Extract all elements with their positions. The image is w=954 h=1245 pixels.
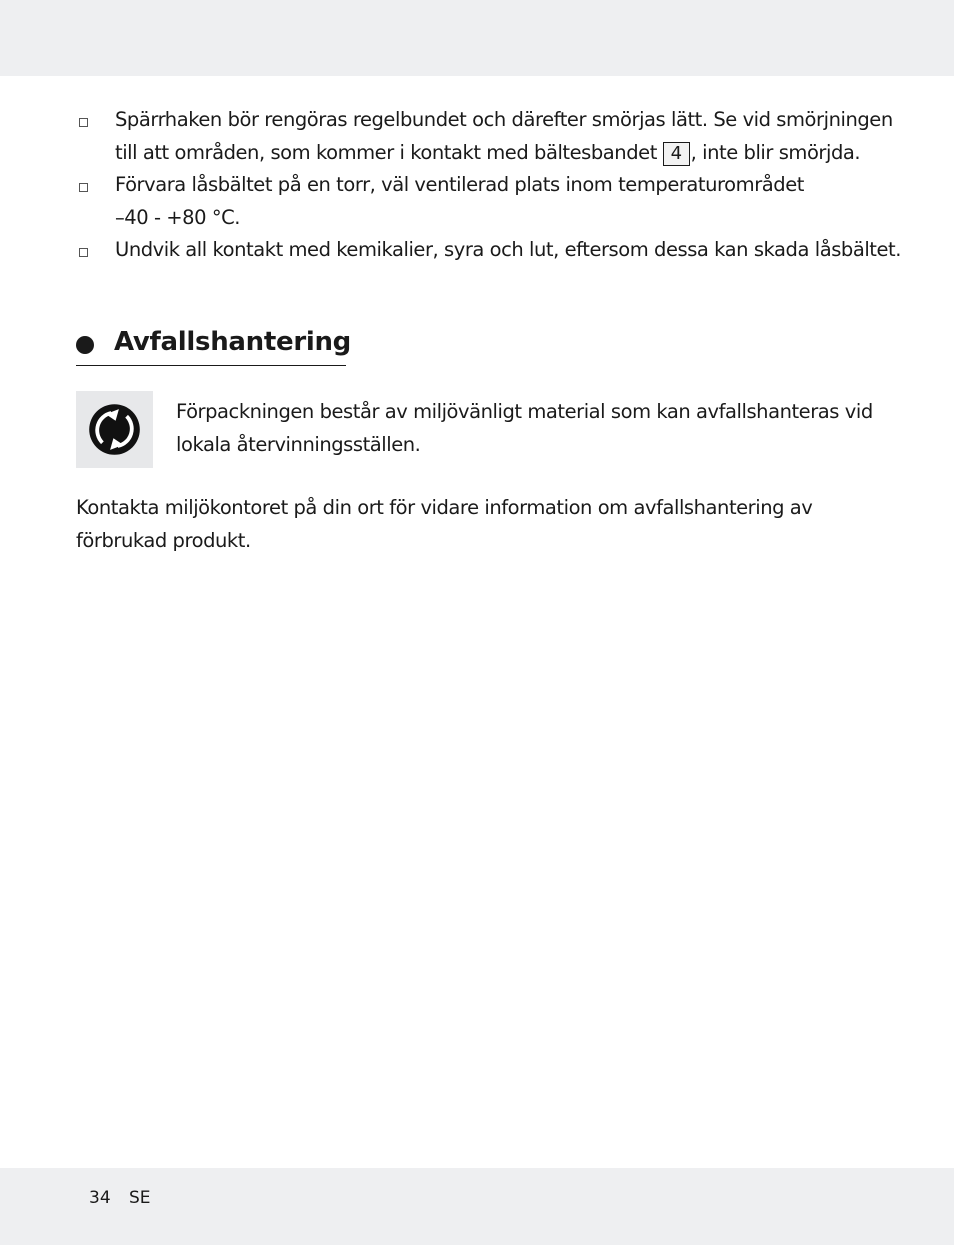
disposal-contact-info xyxy=(76,492,836,557)
header-band xyxy=(0,0,954,76)
checkbox-square-icon xyxy=(79,118,88,127)
list-item-text: Förvara låsbältet på en torr, väl ventilerad plats inom temperaturområdet xyxy=(115,173,804,196)
checkbox-square-icon xyxy=(79,183,88,192)
filled-circle-icon xyxy=(76,336,94,354)
list-item-text: , inte blir smörjda. xyxy=(690,140,861,164)
contact-info-line: förbrukad produkt. xyxy=(76,528,251,552)
list-item xyxy=(76,169,886,234)
list-item-text: Undvik all kontakt med kemikalier, syra och lut, eftersom dessa kan skada låsbältet. xyxy=(115,238,901,261)
packaging-info-line: lokala återvinningsställen. xyxy=(176,432,421,456)
part-reference-number: 4 xyxy=(663,142,690,166)
green-dot-recycling-icon xyxy=(87,402,142,457)
language-code: SE xyxy=(129,1188,151,1208)
list-item xyxy=(76,104,893,169)
care-instructions-list xyxy=(76,104,901,267)
list-item-text: –40 - +80 °C. xyxy=(115,205,241,229)
list-item xyxy=(76,234,901,267)
section-heading xyxy=(76,325,351,366)
page-number: 34 xyxy=(89,1188,111,1208)
packaging-info-line: Förpackningen består av miljövänligt material som kan avfallshanteras vid xyxy=(176,400,873,423)
list-item-text: Spärrhaken bör rengöras regelbundet och därefter smörjas lätt. Se vid smörjningen xyxy=(115,108,893,131)
section-title: Avfallshantering xyxy=(114,327,351,357)
checkbox-square-icon xyxy=(79,248,88,257)
contact-info-line: Kontakta miljökontoret på din ort för vidare information om avfallshantering av xyxy=(76,496,813,519)
list-item-text: till att områden, som kommer i kontakt med bältesbandet xyxy=(115,140,663,164)
packaging-info xyxy=(176,396,876,461)
recycle-tile xyxy=(76,391,153,468)
